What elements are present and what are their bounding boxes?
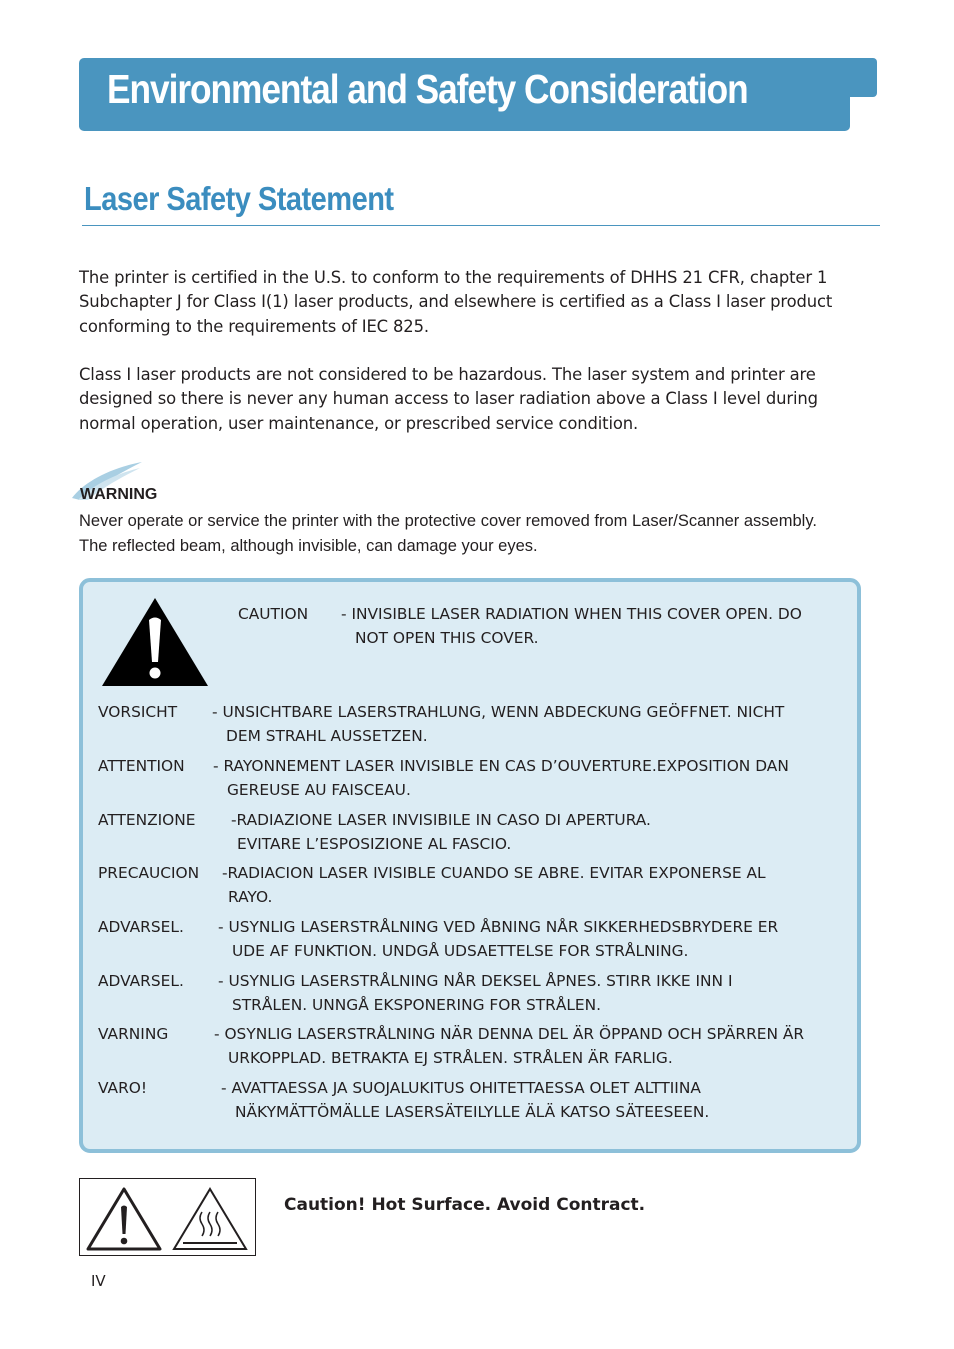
entry-label-sv: VARNING <box>98 1025 169 1043</box>
hot-surface-caption: Caution! Hot Surface. Avoid Contract. <box>284 1195 646 1215</box>
entry-text-sv-2: URKOPPLAD. BETRAKTA EJ STRÅLEN. STRÅLEN ÄR FARLIG. <box>228 1049 673 1067</box>
entry-label-da: ADVARSEL. <box>98 918 184 936</box>
entry-label-it: ATTENZIONE <box>98 811 196 829</box>
entry-text-no-2: STRÅLEN. UNNGÅ EKSPONERING FOR STRÅLEN. <box>232 996 602 1014</box>
paragraph-line: normal operation, user maintenance, or prescribed service condition. <box>79 413 639 433</box>
section-divider <box>82 225 880 226</box>
entry-label-no: ADVARSEL. <box>98 972 184 990</box>
exclamation-triangle-icon <box>88 1189 160 1249</box>
entry-text-no-1: - USYNLIG LASERSTRÅLNING NÅR DEKSEL ÅPNES. STIRR IKKE INN I <box>218 972 733 990</box>
entry-label-de: VORSICHT <box>98 703 178 721</box>
paragraph-line: conforming to the requirements of IEC 825. <box>79 316 429 336</box>
entry-text-fr-1: - RAYONNEMENT LASER INVISIBLE EN CAS D’OUVERTURE.EXPOSITION DAN <box>213 757 789 775</box>
entry-text-es-2: RAYO. <box>228 888 273 906</box>
paragraph-certification <box>79 266 889 339</box>
hot-surface-icon-pair <box>80 1179 255 1255</box>
entry-text-fr-2: GEREUSE AU FAISCEAU. <box>227 781 411 799</box>
warning-triangle-icon <box>100 596 210 688</box>
entry-text-fi-2: NÄKYMÄTTÖMÄLLE LASERSÄTEILYLLE ÄLÄ KATSO SÄTEESEEN. <box>235 1103 710 1121</box>
entry-text-fi-1: - AVATTAESSA JA SUOJALUKITUS OHITETTAESSA OLET ALTTIINA <box>221 1079 701 1097</box>
warning-line: Never operate or service the printer with the protective cover removed from Laser/Scanner assembly. <box>79 512 817 530</box>
entry-label-es: PRECAUCION <box>98 864 200 882</box>
page-title: Environmental and Safety Consideration <box>107 66 748 112</box>
entry-text-da-1: - USYNLIG LASERSTRÅLNING VED ÅBNING NÅR SIKKERHEDSBRYDERE ER <box>218 918 779 936</box>
warning-line: The reflected beam, although invisible, can damage your eyes. <box>79 536 538 555</box>
paragraph-line: Subchapter J for Class I(1) laser products, and elsewhere is certified as a Class I laser product <box>79 292 833 312</box>
entry-text-it-1: -RADIAZIONE LASER INVISIBILE IN CASO DI APERTURA. <box>231 811 651 829</box>
entry-label-fr: ATTENTION <box>98 757 185 775</box>
hot-surface-triangle-icon <box>174 1189 246 1249</box>
section-title: Laser Safety Statement <box>84 180 394 217</box>
warning-text <box>79 509 889 558</box>
entry-text-de-1: - UNSICHTBARE LASERSTRAHLUNG, WENN ABDECKUNG GEÖFFNET. NICHT <box>212 703 785 721</box>
paragraph-line: The printer is certified in the U.S. to conform to the requirements of DHHS 21 CFR, chapter 1 <box>79 268 828 287</box>
paragraph-line: Class I laser products are not considered to be hazardous. The laser system and printer are <box>79 365 816 384</box>
entry-text-it-2: EVITARE L’ESPOSIZIONE AL FASCIO. <box>237 835 512 853</box>
entry-text-da-2: UDE AF FUNKTION. UNDGÅ UDSAETTELSE FOR STRÅLNING. <box>232 942 689 960</box>
caution-text-line2: NOT OPEN THIS COVER. <box>355 629 539 647</box>
paragraph-class-one <box>79 363 889 436</box>
warning-label: WARNING <box>80 486 158 503</box>
page-number: IV <box>91 1272 106 1290</box>
paragraph-line: designed so there is never any human access to laser radiation above a Class I level during <box>79 389 818 409</box>
title-banner-tab <box>845 58 877 97</box>
entry-text-sv-1: - OSYNLIG LASERSTRÅLNING NÄR DENNA DEL ÄR ÖPPAND OCH SPÄRREN ÄR <box>214 1025 805 1043</box>
caution-text-line1: - INVISIBLE LASER RADIATION WHEN THIS COVER OPEN. DO <box>341 605 802 623</box>
entry-text-es-1: -RADIACION LASER IVISIBLE CUANDO SE ABRE. EVITAR EXPONERSE AL <box>222 864 766 882</box>
hot-surface-icons <box>79 1178 256 1256</box>
entry-text-de-2: DEM STRAHL AUSSETZEN. <box>226 727 428 745</box>
caution-label: CAUTION <box>238 605 309 623</box>
entry-label-fi: VARO! <box>98 1079 148 1097</box>
